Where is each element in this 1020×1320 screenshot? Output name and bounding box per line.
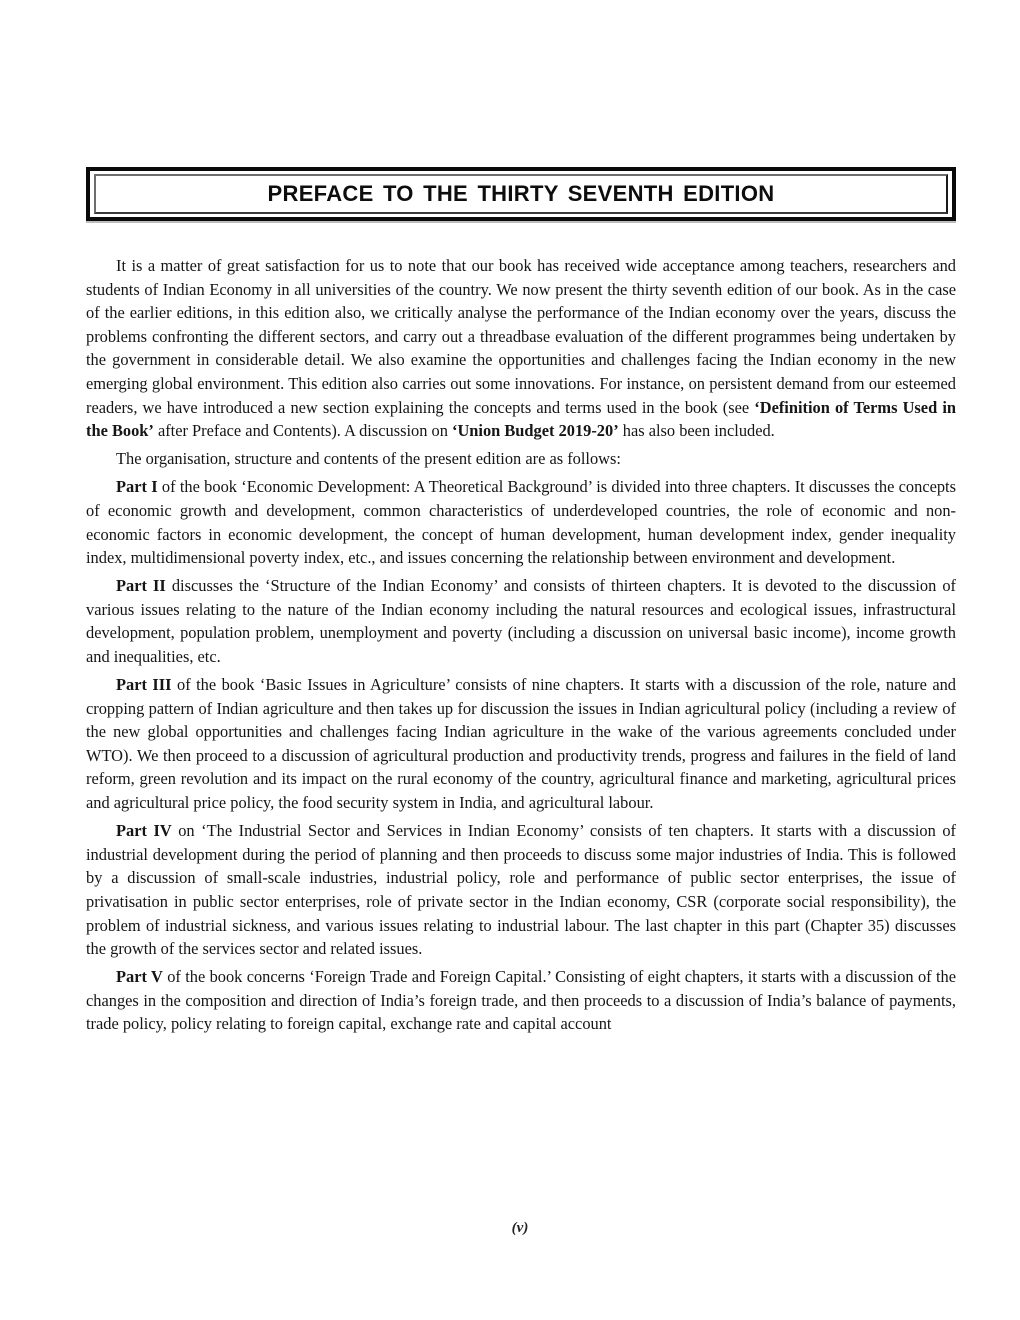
paragraph-part-2 <box>86 574 956 668</box>
part-label: Part I <box>116 477 158 497</box>
paragraph-part-5 <box>86 965 956 1036</box>
page-number: (v) <box>511 1220 529 1236</box>
preface-title-box <box>86 167 956 221</box>
bold-term-definition-of-terms: ‘Definition of Terms Used in the Book’ <box>86 397 956 441</box>
text-segment: of the book ‘Basic Issues in Agriculture’ consists of nine chapters. It starts with a discussion of the role, nature and cropping pattern of Indian agriculture and then takes up for discussion the issues in Indian agricultural policy (including a review of the new global opportunities and challenges facing Indian agriculture in the wake of the various agreements concluded under WTO). We then proceed to a discussion of agricultural production and productivity trends, progress and failures in the field of land reform, green revolution and its impact on the rural economy of the country, agricultural finance and marketing, agricultural prices and agricultural price policy, the food security system in India, and agricultural labour. <box>86 675 956 813</box>
part-label: Part II <box>116 576 166 596</box>
part-label: Part III <box>116 675 172 695</box>
text-segment: after Preface and Contents). A discussion on <box>153 421 452 441</box>
text-segment: of the book concerns ‘Foreign Trade and Foreign Capital.’ Consisting of eight chapters, it starts with a discussion of the changes in the composition and direction of India’s foreign trade, and then proceeds to a discussion of India’s balance of payments, trade policy, policy relating to foreign capital, exchange rate and capital account <box>86 967 956 1034</box>
text-segment: discusses the ‘Structure of the Indian Economy’ and consists of thirteen chapters. It is devoted to the discussion of various issues relating to the nature of the Indian economy including the natural resources and ecological issues, infrastructural development, population problem, unemployment and poverty (including a discussion on universal basic income), income growth and inequalities, etc. <box>86 576 956 666</box>
paragraph-part-1 <box>86 475 956 569</box>
text-segment: on ‘The Industrial Sector and Services in Indian Economy’ consists of ten chapters. It starts with a discussion of industrial development during the period of planning and then proceeds to discuss some major industries of India. This is followed by a discussion of small-scale industries, industrial policy, role and performance of public sector enterprises, the issue of privatisation in public sector enterprises, role of private sector in the Indian economy, CSR (corporate social responsibility), the problem of industrial sickness, and various issues relating to industrial labour. The last chapter in this part (Chapter 35) discusses the growth of the services sector and related issues. <box>86 821 956 959</box>
paragraph-part-3 <box>86 673 956 815</box>
paragraph-organisation <box>86 447 956 471</box>
text-segment: The organisation, structure and contents of the present edition are as follows: <box>116 449 621 469</box>
text-segment: has also been included. <box>618 421 775 441</box>
page-title: PREFACE TO THE THIRTY SEVENTH EDITION <box>267 181 775 206</box>
bold-term-union-budget: ‘Union Budget 2019-20’ <box>452 421 619 441</box>
text-segment: It is a matter of great satisfaction for us to note that our book has received wide acceptance among teachers, researchers and students of Indian Economy in all universities of the country. We now present the thirty seventh edition of our book. As in the case of the earlier editions, in this edition also, we critically analyse the performance of the Indian economy over the years, discuss the problems confronting the different sectors, and carry out a threadbase evaluation of the different programmes being undertaken by the government in considerable detail. We also examine the opportunities and challenges facing the Indian economy in the new emerging global environment. This edition also carries out some innovations. For instance, on persistent demand from our esteemed readers, we have introduced a new section explaining the concepts and terms used in the book (see <box>86 256 956 417</box>
preface-title-inner-frame <box>94 174 948 214</box>
preface-body <box>86 254 956 1041</box>
paragraph-intro <box>86 254 956 443</box>
text-segment: of the book ‘Economic Development: A Theoretical Background’ is divided into three chapters. It discusses the concepts of economic growth and development, common characteristics of underdeveloped countries, the role of economic and non-economic factors in economic development, the concept of human development, human development index, gender inequality index, multidimensional poverty index, etc., and issues concerning the relationship between environment and development. <box>86 477 956 568</box>
part-label: Part IV <box>116 821 172 841</box>
paragraph-part-4 <box>86 819 956 961</box>
part-label: Part V <box>116 967 163 987</box>
